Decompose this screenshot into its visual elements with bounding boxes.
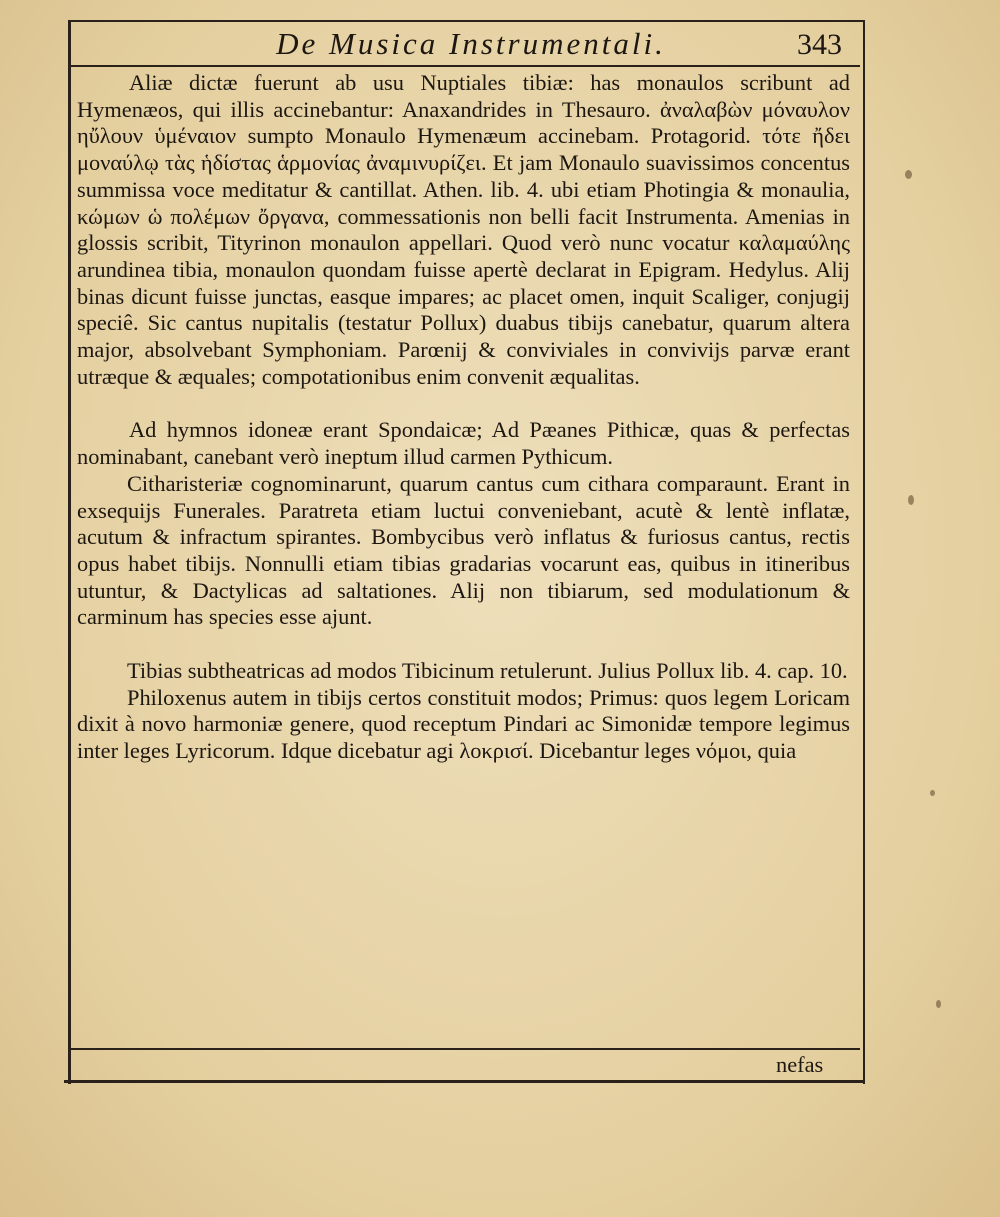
foxing-spot xyxy=(908,495,914,505)
footer-rule xyxy=(71,1048,860,1050)
paragraph: Ad hymnos idoneæ erant Spondaicæ; Ad Pæanes Pithicæ, quas & perfectas nominabant, canebant verò ineptum illud carmen Pythicum. xyxy=(77,417,850,470)
main-text xyxy=(77,70,850,765)
paragraph: Aliæ dictæ fuerunt ab usu Nuptiales tibiæ: has monaulos scribunt ad Hymenæos, qui illis accinebantur: Anaxandrides in Thesauro. ἀναλαβὼν μόναυλον ηὔλουν ὑμέναιον sumpto Monaulo Hymenæum accinebam. Protagorid. τότε ἤδει μοναύλῳ τὰς ἡδίστας ἁρμονίας ἀναμινυρίζει. Et jam Monaulo suavissimos concentus summissa voce meditatur & cantillat. Athen. lib. 4. ubi etiam Photingia & monaulia, κώμων ὡ πολέμων ὄργανα, commessationis non belli facit Instrumenta. Amenias in glossis scribit, Tityrinon monaulon appellari. Quod verò nunc vocatur καλαμαύλης arundinea tibia, monaulon quondam fuisse apertè declarat in Epigram. Hedylus. Alij binas dicunt fuisse junctas, easque impares; ac placet omen, inquit Scaliger, conjugij speciê. Sic cantus nupitalis (testatur Pollux) duabus tibijs canebatur, quarum altera major, absolvebant Symphoniam. Parœnij & conviviales in convivijs parvæ erant utræque & æquales; compotationibus enim convenit æqualitas. xyxy=(77,70,850,389)
header-rule xyxy=(71,65,860,67)
running-title: De Musica Instrumentali. xyxy=(276,26,666,61)
paragraph: Tibias subtheatricas ad modos Tibicinum retulerunt. Julius Pollux lib. 4. cap. 10. xyxy=(127,658,848,684)
running-header xyxy=(71,24,860,66)
foxing-spot xyxy=(930,790,935,796)
foxing-spot xyxy=(936,1000,941,1008)
paragraph: Citharisteriæ cognominarunt, quarum cantus cum cithara comparaunt. Erant in exsequijs Funerales. Paratreta etiam luctui conveniebant, acutè & lentè inflatæ, acutum & infractum spirantes. Bombycibus verò inflatus & furiosus cantus, rectis opus habet tibijs. Nonnulli etiam tibias gradarias vocarunt eas, quibus in itineribus utuntur, & Dactylicas ad saltationes. Alij non tibiarum, sed modulationum & carminum has species esse ajunt. xyxy=(77,470,850,630)
catchword: nefas xyxy=(776,1052,824,1077)
page-number: 343 xyxy=(797,28,842,61)
page-bottom-rule xyxy=(64,1080,864,1083)
paragraph: Philoxenus autem in tibijs certos constituit modos; Primus: quos legem Loricam dixit à novo harmoniæ genere, quod receptum Pindari ac Simonidæ tempore legimus inter leges Lyricorum. Idque dicebatur agi λοκρισί. Dicebantur leges νόμοι, quia xyxy=(77,684,850,764)
foxing-spot xyxy=(905,170,912,179)
